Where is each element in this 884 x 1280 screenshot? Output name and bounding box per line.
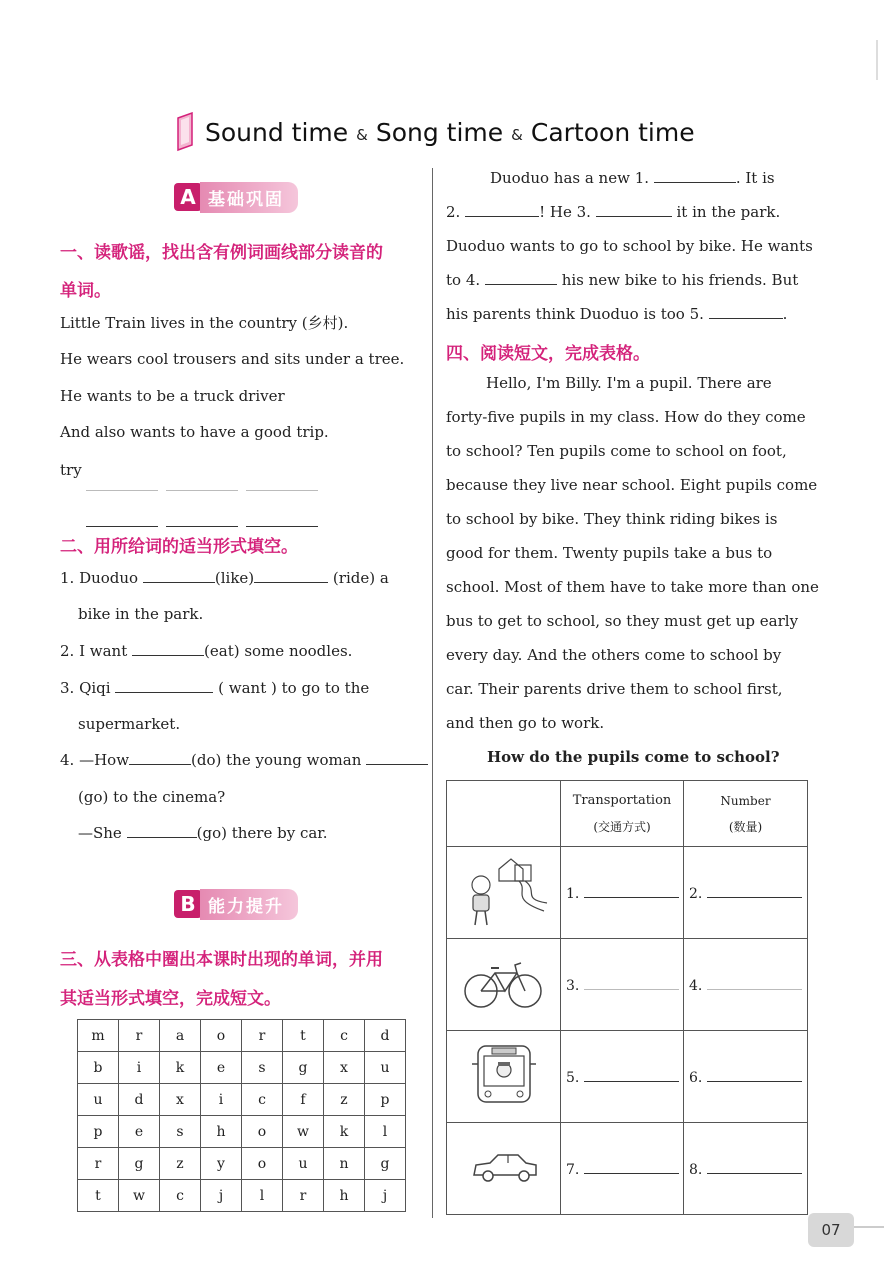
- grid-cell[interactable]: p: [78, 1116, 119, 1148]
- q2-text: 1. Duoduo: [60, 569, 139, 587]
- row-icon-cell: [447, 939, 561, 1031]
- q2-item-3: [60, 678, 369, 698]
- answer-blank[interactable]: [584, 1159, 679, 1174]
- row-icon-cell: [447, 1031, 561, 1123]
- section-b-letter: B: [174, 890, 202, 918]
- edge-mark: [876, 40, 878, 80]
- answer-blank[interactable]: [86, 512, 158, 527]
- answer-blank[interactable]: [127, 823, 197, 838]
- page-title: [175, 108, 795, 156]
- grid-cell[interactable]: k: [324, 1116, 365, 1148]
- poem-line-2: He wears cool trousers and sits under a tree.: [60, 350, 405, 368]
- item-number: 6.: [689, 1070, 703, 1086]
- item-number: 3.: [566, 978, 580, 994]
- answer-blank[interactable]: [596, 202, 672, 217]
- reading-line-9: every day. And the others come to school by: [446, 646, 782, 664]
- q1-heading-line2: 单词。: [60, 281, 111, 301]
- grid-cell[interactable]: t: [78, 1180, 119, 1212]
- grid-cell[interactable]: m: [78, 1020, 119, 1052]
- header-transportation-cn: (交通方式): [593, 819, 651, 834]
- q3-heading-line1: 三、从表格中圈出本课时出现的单词，并用: [60, 950, 383, 970]
- transport-table: [446, 780, 808, 1215]
- grid-row: [78, 1052, 406, 1084]
- q4-heading: 四、阅读短文，完成表格。: [446, 344, 650, 364]
- answer-blank[interactable]: [485, 270, 557, 285]
- passage-line-1: [490, 168, 775, 188]
- transport-cell: [561, 847, 684, 939]
- section-b-badge: [174, 890, 298, 918]
- section-b-label: 能力提升: [200, 889, 298, 920]
- grid-cell[interactable]: k: [160, 1052, 201, 1084]
- answer-blank[interactable]: [129, 750, 191, 765]
- answer-blank[interactable]: [143, 568, 215, 583]
- grid-cell[interactable]: o: [242, 1116, 283, 1148]
- grid-cell[interactable]: e: [119, 1116, 160, 1148]
- grid-cell[interactable]: y: [201, 1148, 242, 1180]
- transport-cell: [561, 1031, 684, 1123]
- q1-heading-line1: 一、读歌谣，找出含有例词画线部分读音的: [60, 243, 383, 263]
- number-cell: [684, 1031, 808, 1123]
- passage-text: to 4.: [446, 271, 481, 289]
- grid-cell[interactable]: h: [324, 1180, 365, 1212]
- number-cell: [684, 1123, 808, 1215]
- grid-cell[interactable]: h: [201, 1116, 242, 1148]
- title-part2: Song time: [375, 117, 504, 147]
- passage-line-3: Duoduo wants to go to school by bike. He wants: [446, 237, 813, 255]
- answer-blank[interactable]: [584, 1067, 679, 1082]
- q2-text: (go) there by car.: [196, 824, 328, 842]
- header-transportation: [561, 781, 684, 847]
- item-number: 7.: [566, 1162, 580, 1178]
- reading-line-7: school. Most of them have to take more than one: [446, 578, 819, 596]
- bicycle-icon: [459, 953, 549, 1013]
- q2-text: (like): [214, 569, 255, 587]
- row-icon-cell: [447, 847, 561, 939]
- section-a-label: 基础巩固: [200, 182, 298, 213]
- grid-cell[interactable]: u: [283, 1148, 324, 1180]
- item-number: 1.: [566, 886, 580, 902]
- grid-cell[interactable]: t: [283, 1020, 324, 1052]
- poem-line-1: Little Train lives in the country (乡村).: [60, 314, 349, 332]
- header-number-cn: (数量): [728, 819, 763, 834]
- car-icon: [464, 1147, 544, 1187]
- q3-heading-line2: 其适当形式填空，完成短文。: [60, 989, 281, 1009]
- section-a-badge: [174, 183, 298, 211]
- page-number: 07: [808, 1213, 854, 1247]
- answer-blank[interactable]: [132, 641, 204, 656]
- q2-heading: 二、用所给词的适当形式填空。: [60, 537, 298, 557]
- grid-cell[interactable]: u: [365, 1052, 406, 1084]
- grid-cell[interactable]: a: [160, 1020, 201, 1052]
- grid-cell[interactable]: j: [201, 1180, 242, 1212]
- grid-cell[interactable]: r: [242, 1020, 283, 1052]
- grid-cell[interactable]: i: [119, 1052, 160, 1084]
- answer-blank[interactable]: [166, 476, 238, 491]
- grid-cell[interactable]: r: [283, 1180, 324, 1212]
- q2-item-4-cont: (go) to the cinema?: [78, 788, 226, 806]
- q2-item-4-reply: [78, 823, 328, 843]
- title-part3: Cartoon time: [530, 117, 695, 147]
- table-title: How do the pupils come to school?: [487, 748, 780, 766]
- answer-blank[interactable]: [465, 202, 539, 217]
- grid-cell[interactable]: f: [283, 1084, 324, 1116]
- grid-cell[interactable]: l: [365, 1116, 406, 1148]
- grid-cell[interactable]: r: [78, 1148, 119, 1180]
- reading-line-2: forty-five pupils in my class. How do they come: [446, 408, 806, 426]
- walking-child-icon: [459, 851, 549, 931]
- grid-cell[interactable]: x: [324, 1052, 365, 1084]
- answer-blank[interactable]: [707, 1067, 802, 1082]
- passage-text: 2.: [446, 203, 461, 221]
- q2-item-2: [60, 641, 352, 661]
- grid-cell[interactable]: c: [324, 1020, 365, 1052]
- row-icon-cell: [447, 1123, 561, 1215]
- grid-cell[interactable]: w: [283, 1116, 324, 1148]
- passage-line-4: [446, 270, 798, 290]
- answer-blank[interactable]: [707, 1159, 802, 1174]
- section-a-letter: A: [174, 183, 202, 211]
- grid-cell[interactable]: z: [160, 1148, 201, 1180]
- grid-row: [78, 1116, 406, 1148]
- q2-item-1-cont: bike in the park.: [78, 605, 204, 623]
- answer-blank[interactable]: [707, 883, 802, 898]
- grid-row: [78, 1148, 406, 1180]
- answer-blank[interactable]: [654, 168, 736, 183]
- grid-cell[interactable]: x: [160, 1084, 201, 1116]
- q2-item-1: [60, 568, 389, 588]
- reading-line-11: and then go to work.: [446, 714, 605, 732]
- page-edge-line: [852, 1226, 884, 1228]
- title-amp2: &: [511, 126, 523, 144]
- answer-blank[interactable]: [254, 568, 328, 583]
- q2-text: 4. —How: [60, 751, 130, 769]
- grid-row: [78, 1020, 406, 1052]
- transport-cell: [561, 1123, 684, 1215]
- reading-line-1: Hello, I'm Billy. I'm a pupil. There are: [486, 374, 772, 392]
- header-number-en: Number: [720, 793, 771, 808]
- grid-cell[interactable]: w: [119, 1180, 160, 1212]
- reading-line-5: to school by bike. They think riding bikes is: [446, 510, 778, 528]
- grid-cell[interactable]: d: [119, 1084, 160, 1116]
- grid-cell[interactable]: b: [78, 1052, 119, 1084]
- answer-blank[interactable]: [86, 476, 158, 491]
- grid-cell[interactable]: l: [242, 1180, 283, 1212]
- header-number: [684, 781, 808, 847]
- grid-cell[interactable]: o: [201, 1020, 242, 1052]
- grid-cell[interactable]: e: [201, 1052, 242, 1084]
- q2-text: 2. I want: [60, 642, 128, 660]
- column-divider: [432, 168, 433, 1218]
- q2-text: (ride) a: [332, 569, 389, 587]
- passage-text: ! He 3.: [539, 203, 591, 221]
- grid-cell[interactable]: g: [283, 1052, 324, 1084]
- reading-line-6: good for them. Twenty pupils take a bus to: [446, 544, 773, 562]
- item-number: 8.: [689, 1162, 703, 1178]
- item-number: 2.: [689, 886, 703, 902]
- answer-blank[interactable]: [366, 750, 428, 765]
- answer-blank[interactable]: [166, 512, 238, 527]
- poem-line-4: And also wants to have a good trip.: [60, 423, 329, 441]
- example-word: try: [60, 461, 82, 479]
- q2-text: —She: [78, 824, 122, 842]
- letter-grid: [77, 1019, 406, 1212]
- answer-blank[interactable]: [584, 883, 679, 898]
- grid-row: [78, 1084, 406, 1116]
- number-cell: [684, 939, 808, 1031]
- passage-text: .: [782, 305, 788, 323]
- header-empty-cell: [447, 781, 561, 847]
- passage-text: his parents think Duoduo is too 5.: [446, 305, 704, 323]
- item-number: 4.: [689, 978, 703, 994]
- title-amp1: &: [356, 126, 368, 144]
- passage-text: Duoduo has a new 1.: [490, 169, 650, 187]
- reading-line-3: to school? Ten pupils come to school on foot,: [446, 442, 787, 460]
- grid-cell[interactable]: u: [78, 1084, 119, 1116]
- book-icon: [175, 112, 197, 152]
- reading-line-4: because they live near school. Eight pupils come: [446, 476, 818, 494]
- answer-blank[interactable]: [707, 975, 802, 990]
- passage-text: it in the park.: [676, 203, 781, 221]
- answer-blank[interactable]: [115, 678, 213, 693]
- grid-cell[interactable]: i: [201, 1084, 242, 1116]
- q2-text: (do) the young woman: [191, 751, 362, 769]
- bus-icon: [464, 1040, 544, 1110]
- grid-cell[interactable]: j: [365, 1180, 406, 1212]
- reading-line-10: car. Their parents drive them to school first,: [446, 680, 783, 698]
- grid-row: [78, 1180, 406, 1212]
- grid-cell[interactable]: s: [242, 1052, 283, 1084]
- answer-blank[interactable]: [246, 512, 318, 527]
- number-cell: [684, 847, 808, 939]
- grid-cell[interactable]: g: [365, 1148, 406, 1180]
- item-number: 5.: [566, 1070, 580, 1086]
- answer-blank[interactable]: [246, 476, 318, 491]
- passage-text: his new bike to his friends. But: [561, 271, 799, 289]
- grid-cell[interactable]: c: [242, 1084, 283, 1116]
- reading-line-8: bus to get to school, so they must get up early: [446, 612, 799, 630]
- q2-text: ( want ) to go to the: [218, 679, 370, 697]
- poem-line-3: He wants to be a truck driver: [60, 387, 285, 405]
- passage-line-2: [446, 202, 780, 222]
- grid-cell[interactable]: p: [365, 1084, 406, 1116]
- grid-cell[interactable]: c: [160, 1180, 201, 1212]
- transport-cell: [561, 939, 684, 1031]
- q2-text: (eat) some noodles.: [204, 642, 353, 660]
- q2-item-3-cont: supermarket.: [78, 715, 181, 733]
- q2-item-4: [60, 750, 428, 770]
- title-part1: Sound time: [205, 117, 349, 147]
- grid-cell[interactable]: n: [324, 1148, 365, 1180]
- passage-line-5: [446, 304, 787, 324]
- answer-blank[interactable]: [709, 304, 783, 319]
- q2-text: 3. Qiqi: [60, 679, 111, 697]
- passage-text: . It is: [735, 169, 775, 187]
- grid-cell[interactable]: r: [119, 1020, 160, 1052]
- header-transportation-en: Transportation: [572, 792, 672, 808]
- grid-cell[interactable]: o: [242, 1148, 283, 1180]
- answer-blank[interactable]: [584, 975, 679, 990]
- grid-cell[interactable]: s: [160, 1116, 201, 1148]
- grid-cell[interactable]: d: [365, 1020, 406, 1052]
- grid-cell[interactable]: z: [324, 1084, 365, 1116]
- grid-cell[interactable]: g: [119, 1148, 160, 1180]
